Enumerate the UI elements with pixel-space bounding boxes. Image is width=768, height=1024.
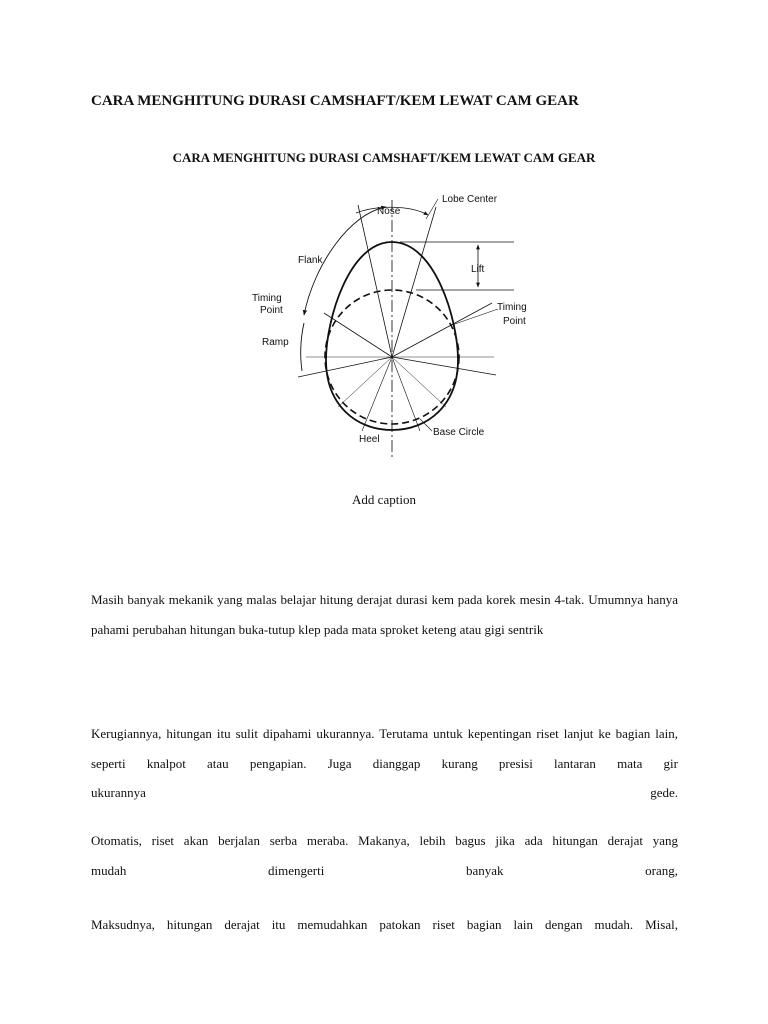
- page-title: CARA MENGHITUNG DURASI CAMSHAFT/KEM LEWAT CAM GEAR: [91, 93, 579, 109]
- ramp-line-left: [298, 357, 392, 377]
- label-heel: Heel: [359, 434, 380, 445]
- paragraph-2: [91, 719, 678, 808]
- lobe-center-line: [392, 207, 436, 357]
- timing-line-left: [324, 313, 392, 357]
- heel-line-left: [362, 357, 392, 431]
- label-lobe-center: Lobe Center: [442, 194, 498, 205]
- label-nose: Nose: [377, 206, 401, 217]
- paragraph-2-word-b: gede.: [650, 785, 678, 800]
- label-flank: Flank: [298, 255, 323, 266]
- paragraph-2-body: Kerugiannya, hitungan itu sulit dipahami ukurannya. Terutama untuk kepentingan riset lanjut ke bagian lain, seperti knalpot atau pengapian. Juga dianggap kurang presisi lantaran mata gir: [91, 726, 678, 771]
- cam-lobe-figure: [240, 185, 540, 465]
- paragraph-2-last-line: [91, 778, 678, 808]
- lower-radial-left: [338, 357, 392, 407]
- ramp-line-right: [392, 357, 496, 375]
- paragraph-3-word-1: mudah: [91, 862, 127, 878]
- lobe-center-leader: [426, 199, 438, 219]
- paragraph-2-word-a: ukurannya: [91, 785, 146, 800]
- paragraph-3-last-line: [91, 856, 678, 886]
- label-ramp: Ramp: [262, 337, 289, 348]
- paragraph-1: Masih banyak mekanik yang malas belajar hitung derajat durasi kem pada korek mesin 4-tak. Umumnya hanya pahami perubahan hitungan buka-tutup klep pada mata sproket keteng atau gigi sentrik: [91, 592, 678, 637]
- figure-caption: Add caption: [352, 492, 416, 507]
- label-base-circle: Base Circle: [433, 427, 485, 438]
- paragraph-3-word-3: banyak: [465, 862, 504, 878]
- timing-line-right: [392, 303, 492, 357]
- label-timing-point-right-2: Point: [503, 316, 526, 327]
- section-title: CARA MENGHITUNG DURASI CAMSHAFT/KEM LEWAT CAM GEAR: [172, 150, 596, 165]
- paragraph-3-word-2: dimengerti: [268, 862, 325, 878]
- label-lift: Lift: [471, 264, 485, 275]
- ramp-arc: [301, 323, 304, 371]
- paragraph-3-word-4: orang,: [645, 862, 678, 878]
- paragraph-3: [91, 826, 678, 885]
- label-timing-point-left-2: Point: [260, 305, 283, 316]
- camshaft-diagram: [240, 185, 540, 465]
- paragraph-3-body: Otomatis, riset akan berjalan serba meraba. Makanya, lebih bagus jika ada hitungan derajat yang: [91, 833, 678, 848]
- heel-line-right: [392, 357, 420, 431]
- label-timing-point-left-1: Timing: [252, 293, 282, 304]
- lower-radial-right: [392, 357, 446, 407]
- radial-line-left-upper: [358, 205, 392, 357]
- timing-point-right-leader: [452, 309, 498, 325]
- paragraph-4: Maksudnya, hitungan derajat itu memudahkan patokan riset bagian lain dengan mudah. Misal,: [91, 917, 678, 932]
- label-timing-point-right-1: Timing: [497, 302, 527, 313]
